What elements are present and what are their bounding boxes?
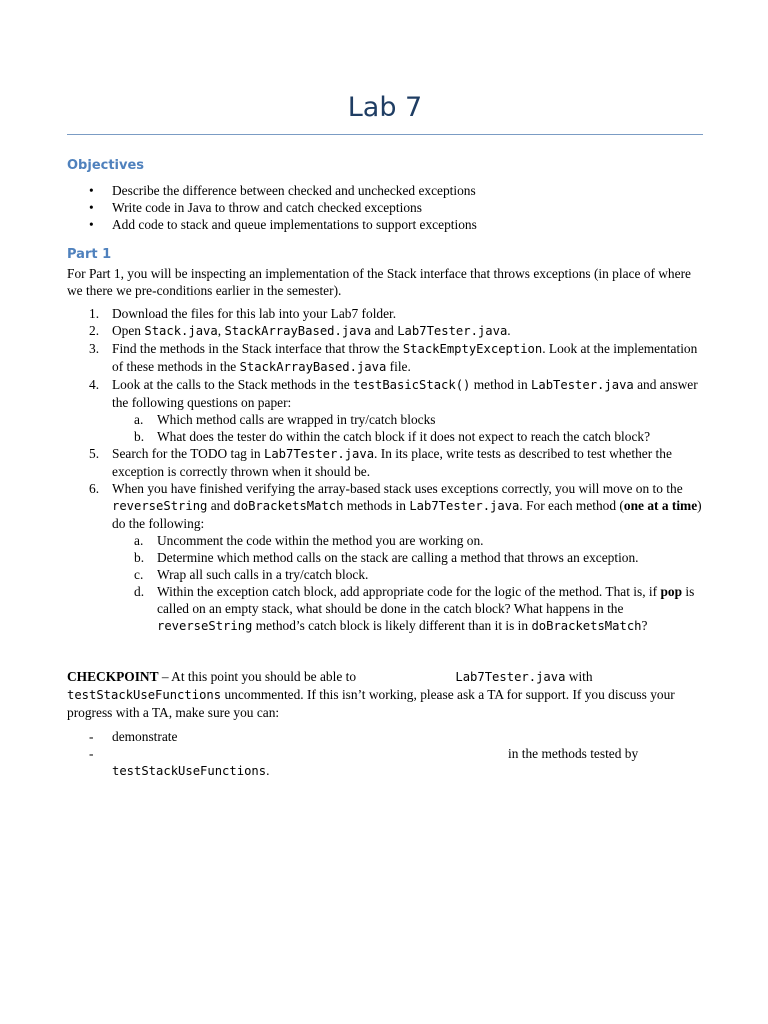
step-4-substeps <box>112 411 703 445</box>
step-6-substeps <box>112 532 703 635</box>
part1-intro: For Part 1, you will be inspecting an implementation of the Stack interface that throws exceptions (in place of where we there we pre-conditions earlier in the semester). <box>67 266 691 298</box>
page-title: Lab 7 <box>347 92 423 123</box>
substep: b. What does the tester do within the catch block if it does not expect to reach the catch block? <box>134 429 651 444</box>
substep: a. Which method calls are wrapped in try/catch blocks <box>134 412 436 427</box>
step-5: 5. Search for the TODO tag in Lab7Tester.java. In its place, write tests as described to test whether the exception is correctly thrown when it should be. <box>89 446 672 479</box>
substep: c. Wrap all such calls in a try/catch block. <box>134 567 369 582</box>
checkpoint-item: - in the methods tested by testStackUseFunctions. <box>89 746 639 778</box>
objectives-heading: Objectives <box>67 158 145 173</box>
part1-heading: Part 1 <box>67 247 112 262</box>
part1-steps <box>67 305 703 635</box>
objective-item: • Describe the difference between checked and unchecked exceptions <box>89 183 476 198</box>
step-1: 1. Download the files for this lab into your Lab7 folder. <box>89 306 397 321</box>
step-4: 4. Look at the calls to the Stack methods in the testBasicStack() method in LabTester.java and answer the following questions on paper: a. Which method calls are wrapped in try/catch blocks b. What does the tester do within the catch block if it does not expect to reach the catch block? <box>67 376 703 445</box>
bullet-icon: • <box>89 200 94 215</box>
step-2: 2. Open Stack.java, StackArrayBased.java and Lab7Tester.java. <box>89 323 511 338</box>
checkpoint-item: - demonstrate <box>89 729 178 744</box>
bullet-icon: • <box>89 217 94 232</box>
bullet-icon: • <box>89 183 94 198</box>
objective-item: • Write code in Java to throw and catch checked exceptions <box>89 200 422 215</box>
checkpoint-list <box>67 728 703 780</box>
step-6: 6. When you have finished verifying the array-based stack uses exceptions correctly, you will move on to the reverseString and doBracketsMatch methods in Lab7Tester.java. For each method (one at a time) do the following: a. Uncomment the code within the method you are working on. b. Determine which method calls on the stack are calling a method that throws an exception. c. Wrap all such calls in a try/catch block. d. Within the exception catch block, add appropriate code for the logic of the method. That is, if pop is called on an empty stack, what should be done in the catch block? What happens in the reverseString method’s catch block is likely different than it is in doBracketsMatch? <box>89 481 702 633</box>
substep: b. Determine which method calls on the stack are calling a method that throws an exception. <box>134 550 639 565</box>
objective-item: • Add code to stack and queue implementations to support exceptions <box>89 217 477 232</box>
document-page <box>67 0 703 780</box>
substep: a. Uncomment the code within the method you are working on. <box>134 533 484 548</box>
checkpoint-label: CHECKPOINT <box>67 669 159 684</box>
title-divider <box>67 134 703 135</box>
step-3: 3. Find the methods in the Stack interface that throw the StackEmptyException. Look at the implementation of these methods in the StackArrayBased.java file. <box>89 341 698 374</box>
objectives-list <box>67 182 703 233</box>
checkpoint-paragraph: CHECKPOINT – At this point you should be able to Lab7Tester.java with testStackUseFunctions uncommented. If this isn’t working, please ask a TA for support. If you discuss your progress with a TA, make sure you can: <box>67 669 675 720</box>
substep: d. Within the exception catch block, add appropriate code for the logic of the method. That is, if pop is called on an empty stack, what should be done in the catch block? What happens in the reverseString method’s catch block is likely different than it is in doBracketsMatch? <box>134 584 695 633</box>
